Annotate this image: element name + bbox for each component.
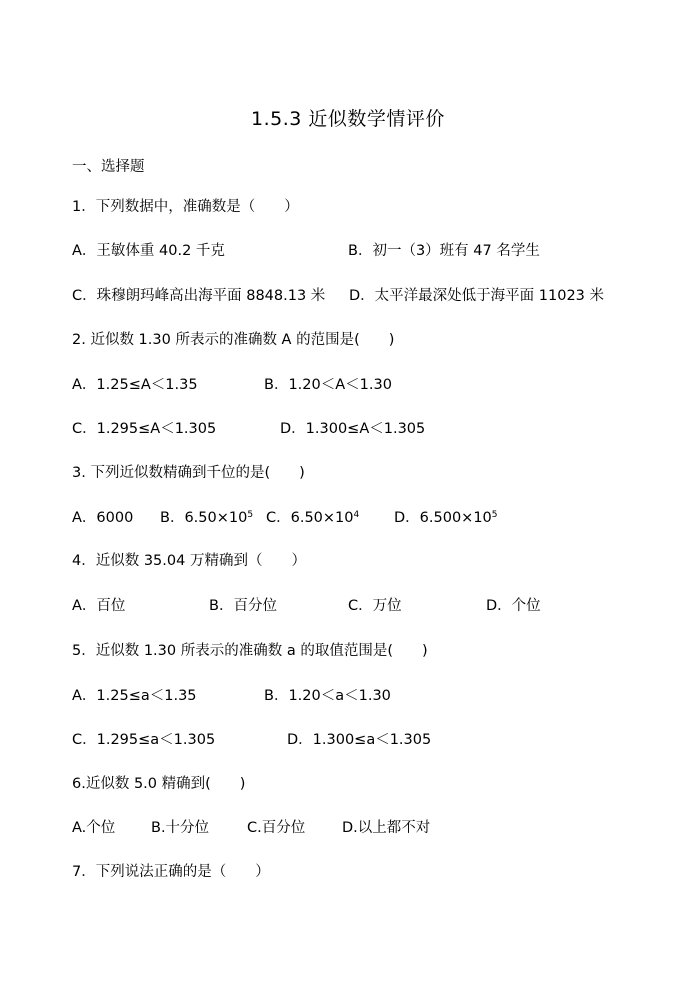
question-5-option-d: D．1.300≤a＜1.305 bbox=[287, 732, 432, 748]
question-1-option-c: C．珠穆朗玛峰高出海平面 8848.13 米 bbox=[72, 288, 326, 304]
question-1-option-d: D．太平洋最深处低于海平面 11023 米 bbox=[349, 288, 605, 304]
question-5-stem: 5．近似数 1.30 所表示的准确数 a 的取值范围是( ) bbox=[72, 643, 428, 659]
question-2-option-d: D．1.300≤A＜1.305 bbox=[280, 421, 426, 437]
question-2-option-b: B．1.20＜A＜1.30 bbox=[264, 377, 392, 393]
question-4-option-d: D．个位 bbox=[486, 598, 541, 614]
question-5-option-b: B．1.20＜a＜1.30 bbox=[264, 688, 391, 704]
question-3-option-b: B．$6.50\times 10^5$ bbox=[160, 510, 254, 526]
question-3-option-d: D．$6.500\times 10^5$ bbox=[394, 510, 498, 526]
question-3-option-b-exponent: 5 bbox=[247, 510, 254, 520]
question-4-option-c: C．万位 bbox=[348, 598, 402, 614]
question-4-option-b: B．百分位 bbox=[209, 598, 277, 614]
question-3-option-d-exponent: 5 bbox=[491, 510, 498, 520]
question-6-option-b: B.十分位 bbox=[151, 820, 210, 836]
question-6-stem: 6.近似数 5.0 精确到( ) bbox=[72, 776, 246, 792]
question-3-stem: 3. 下列近似数精确到千位的是( ) bbox=[72, 465, 305, 481]
question-3-option-c-exponent: 4 bbox=[353, 510, 360, 520]
question-4-option-a: A．百位 bbox=[72, 598, 126, 614]
section-heading: 一、选择题 bbox=[72, 159, 145, 175]
page-title: 1.5.3 近似数学情评价 bbox=[251, 108, 445, 130]
question-6-option-c: C.百分位 bbox=[247, 820, 306, 836]
question-6-option-a: A.个位 bbox=[72, 820, 116, 836]
question-1-option-a: A．王敏体重 40.2 千克 bbox=[72, 243, 225, 259]
question-6-option-d: D.以上都不对 bbox=[342, 820, 431, 836]
question-3-option-c: C．$6.50\times 10^4$ bbox=[266, 510, 360, 526]
question-4-stem: 4．近似数 35.04 万精确到（ ） bbox=[72, 553, 306, 569]
question-2-stem: 2. 近似数 1.30 所表示的准确数 A 的范围是( ) bbox=[72, 332, 395, 348]
question-7-stem: 7．下列说法正确的是（ ） bbox=[72, 864, 270, 880]
question-3-option-a: A．6000 bbox=[72, 510, 134, 526]
question-5-option-a: A．1.25≤a＜1.35 bbox=[72, 688, 197, 704]
question-1-stem: 1．下列数据中，准确数是（ ） bbox=[72, 199, 299, 215]
question-2-option-a: A．1.25≤A＜1.35 bbox=[72, 377, 198, 393]
question-2-option-c: C．1.295≤A＜1.305 bbox=[72, 421, 217, 437]
question-1-option-b: B．初一（3）班有 47 名学生 bbox=[348, 243, 540, 259]
question-5-option-c: C．1.295≤a＜1.305 bbox=[72, 732, 216, 748]
